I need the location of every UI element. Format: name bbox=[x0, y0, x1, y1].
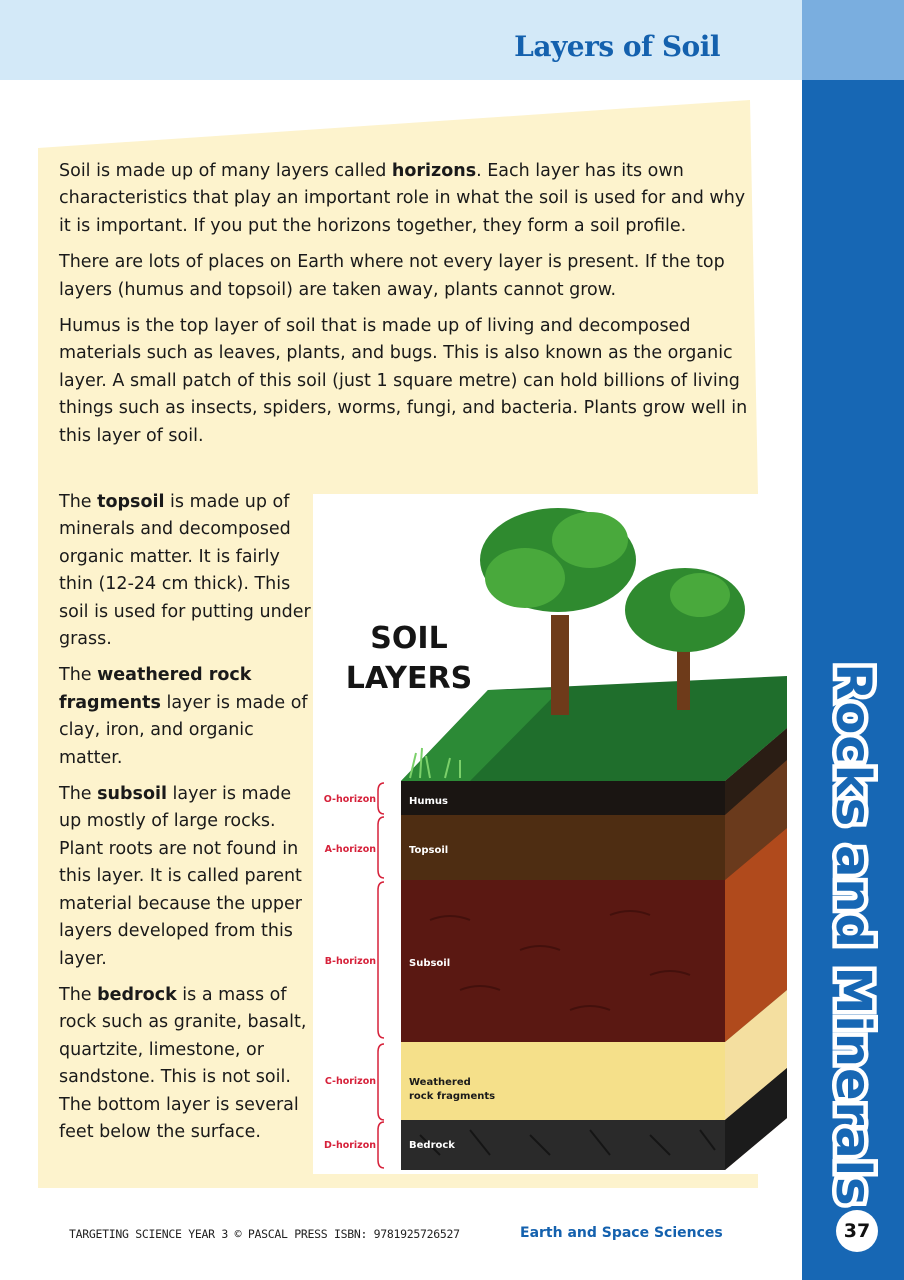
b-horizon-label: B-horizon bbox=[324, 956, 376, 967]
weathered-label-line1: Weathered bbox=[409, 1077, 471, 1088]
topsoil-label: Topsoil bbox=[409, 845, 449, 856]
intro-paragraph: Soil is made up of many layers called horizons. Each layer has its own characteristics that play an important role in what the soil is used for and why it is important. If you put the horizons together, they form a soil profile. bbox=[59, 161, 746, 236]
bedrock-paragraph: The bedrock is a mass of rock such as granite, basalt, quartzite, limestone, or sandstone. This is not soil. The bottom layer is several feet below the surface. bbox=[59, 984, 307, 1142]
d-horizon-label: D-horizon bbox=[323, 1140, 376, 1151]
intro-text bbox=[59, 158, 749, 459]
topsoil-paragraph: The topsoil is made up of minerals and decomposed organic matter. It is fairly thin (12-24 cm thick). This soil is used for putting under grass. bbox=[59, 492, 311, 650]
a-horizon-label: A-horizon bbox=[324, 844, 376, 855]
o-horizon-label: O-horizon bbox=[323, 794, 376, 805]
bedrock-label: Bedrock bbox=[409, 1140, 455, 1151]
intro-paragraph: Humus is the top layer of soil that is made up of living and decomposed materials such as leaves, plants, and bugs. This is also known as the organic layer. A small patch of this soil (just 1 square metre) can hold billions of living things such as insects, spiders, worms, fungi, and bacteria. Plants grow well in this layer of soil. bbox=[59, 316, 748, 446]
subsoil-label: Subsoil bbox=[409, 958, 451, 969]
weathered-paragraph: The weathered rock fragments layer is made of clay, iron, and organic matter. bbox=[59, 665, 308, 768]
footer-publisher: TARGETING SCIENCE YEAR 3 © PASCAL PRESS ISBN: 9781925726527 bbox=[69, 1227, 460, 1241]
weathered-label-line2: rock fragments bbox=[409, 1091, 496, 1102]
page-number: 37 bbox=[836, 1210, 878, 1252]
soil-layers-figure bbox=[313, 494, 788, 1174]
page-title: Layers of Soil bbox=[514, 30, 720, 63]
figure-title-line1: SOIL bbox=[370, 621, 448, 656]
section-title: Rocks and Minerals bbox=[825, 663, 881, 1207]
intro-paragraph: There are lots of places on Earth where not every layer is present. If the top layers (humus and topsoil) are taken away, plants cannot grow. bbox=[59, 252, 725, 300]
column-text bbox=[59, 489, 317, 1155]
c-horizon-label: C-horizon bbox=[324, 1076, 376, 1087]
humus-label: Humus bbox=[409, 796, 448, 807]
footer-strand: Earth and Space Sciences bbox=[520, 1225, 723, 1241]
subsoil-paragraph: The subsoil layer is made up mostly of large rocks. Plant roots are not found in this layer. It is called parent material because the upper layers developed from this layer. bbox=[59, 784, 302, 969]
figure-title-line2: LAYERS bbox=[345, 661, 473, 696]
